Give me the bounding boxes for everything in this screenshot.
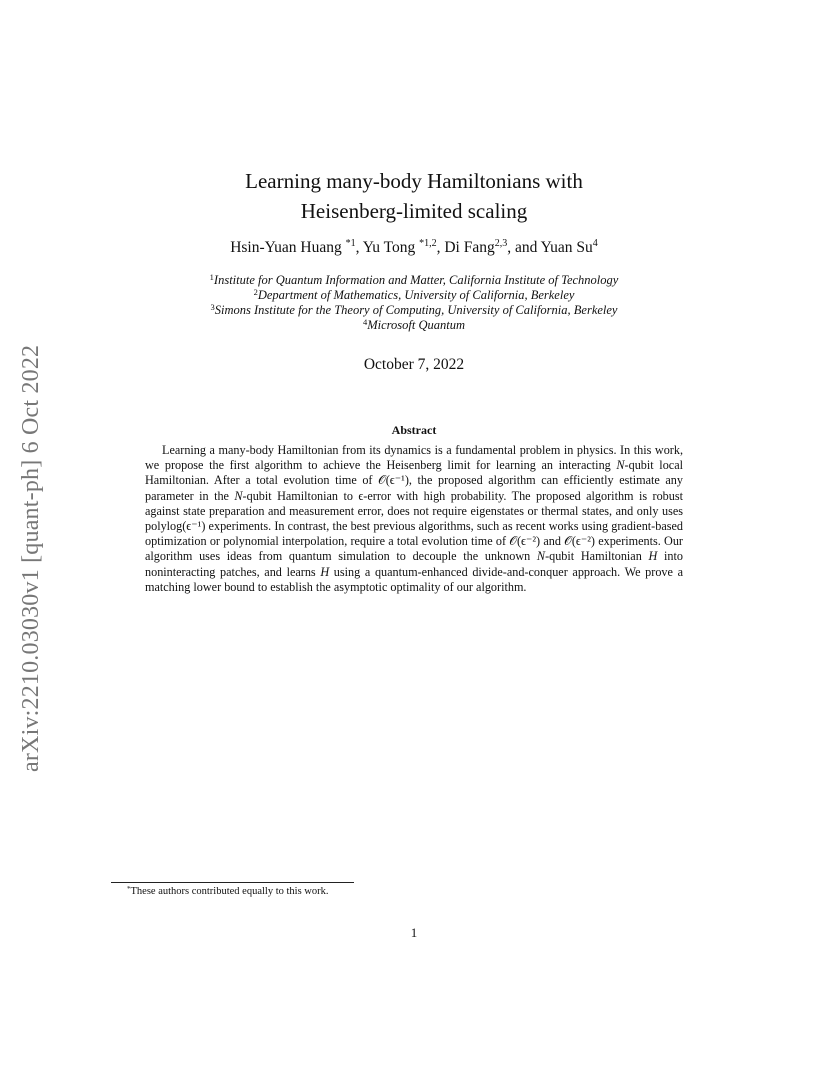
author-separator: , and — [507, 239, 541, 256]
abstract-math-symbol: H — [648, 549, 658, 564]
author-separator: , — [436, 239, 445, 256]
affiliation-item — [0, 288, 828, 303]
abstract-math-symbol: H — [320, 564, 330, 579]
affiliation-number: 1 — [209, 272, 214, 282]
abstract-math-symbol: N — [536, 549, 546, 564]
abstract-text-segment: Learning a many-body Hamiltonian from its dynamics is a fundamental problem in physics. In this work, we propose the first algorithm to achieve the Heisenberg limit for learning an interacting — [145, 443, 683, 473]
author-name: Hsin-Yuan Huang — [230, 239, 346, 256]
publication-date: October 7, 2022 — [363, 356, 465, 373]
author-separator: , — [355, 239, 363, 256]
page-number: 1 — [410, 925, 418, 940]
footnote-text: These authors contributed equally to this work. — [130, 886, 329, 897]
paper-title — [0, 166, 828, 226]
footnote — [127, 886, 329, 897]
author-name: Di Fang — [444, 239, 495, 256]
affiliation-number: 3 — [210, 302, 215, 312]
abstract-math-symbol: N — [616, 458, 625, 473]
affiliation-item — [0, 273, 828, 288]
abstract-text-segment: -qubit Hamiltonian — [545, 549, 649, 564]
affiliation-item — [0, 303, 828, 318]
abstract-heading: Abstract — [391, 423, 437, 437]
abstract-text-segment: -qubit local Hamiltonian. After a total evolution time of 𝒪(ϵ⁻¹), the proposed algorithm can efficiently estimate any parameter in the — [145, 458, 683, 503]
affiliation-number: 4 — [362, 317, 368, 327]
affiliation-list — [0, 273, 828, 333]
affiliation-text: Department of Mathematics, University of California, Berkeley — [257, 288, 575, 302]
arxiv-identifier: arXiv:2210.03030v1 [quant-ph] 6 Oct 2022 — [18, 344, 44, 772]
title-line-1: Learning many-body Hamiltonians with — [245, 169, 583, 193]
abstract-text-segment: -qubit Hamiltonian to ϵ-error with high probability. The proposed algorithm is robust against state preparation and measurement error, does not require eigenstates or thermal states, and only uses polylog(ϵ⁻¹) experiments. In contrast, the best previous algorithms, such as recent works using gradient-based optimization or polynomial interpolation, require a total evolution time of 𝒪(ϵ⁻²) and 𝒪(ϵ⁻²) experiments. Our algorithm uses ideas from quantum simulation to decouple the unknown — [145, 488, 683, 564]
abstract-text-segment: into noninteracting patches, and learns — [145, 549, 683, 579]
affiliation-number: 2 — [253, 287, 258, 297]
author-list — [0, 239, 828, 257]
affiliation-text: Simons Institute for the Theory of Computing, University of California, Berkeley — [214, 303, 618, 317]
affiliation-text: Institute for Quantum Information and Matter, California Institute of Technology — [213, 273, 619, 287]
abstract-body — [145, 443, 683, 595]
title-line-2: Heisenberg-limited scaling — [300, 199, 528, 223]
author-name: Yuan Su — [540, 239, 593, 256]
author-affiliation-mark: *1 — [345, 238, 356, 249]
footnote-mark: * — [127, 885, 131, 893]
author-affiliation-mark: *1,2 — [419, 238, 437, 249]
footnote-divider — [111, 882, 354, 883]
author-affiliation-mark: 4 — [592, 238, 598, 249]
abstract-text-segment: using a quantum-enhanced divide-and-conquer approach. We prove a matching lower bound to establish the asymptotic optimality of our algorithm. — [145, 564, 683, 594]
affiliation-text: Microsoft Quantum — [367, 318, 466, 332]
abstract-math-symbol: N — [234, 488, 243, 503]
author-name: Yu Tong — [362, 239, 420, 256]
author-affiliation-mark: 2,3 — [494, 238, 508, 249]
affiliation-item — [0, 318, 828, 333]
